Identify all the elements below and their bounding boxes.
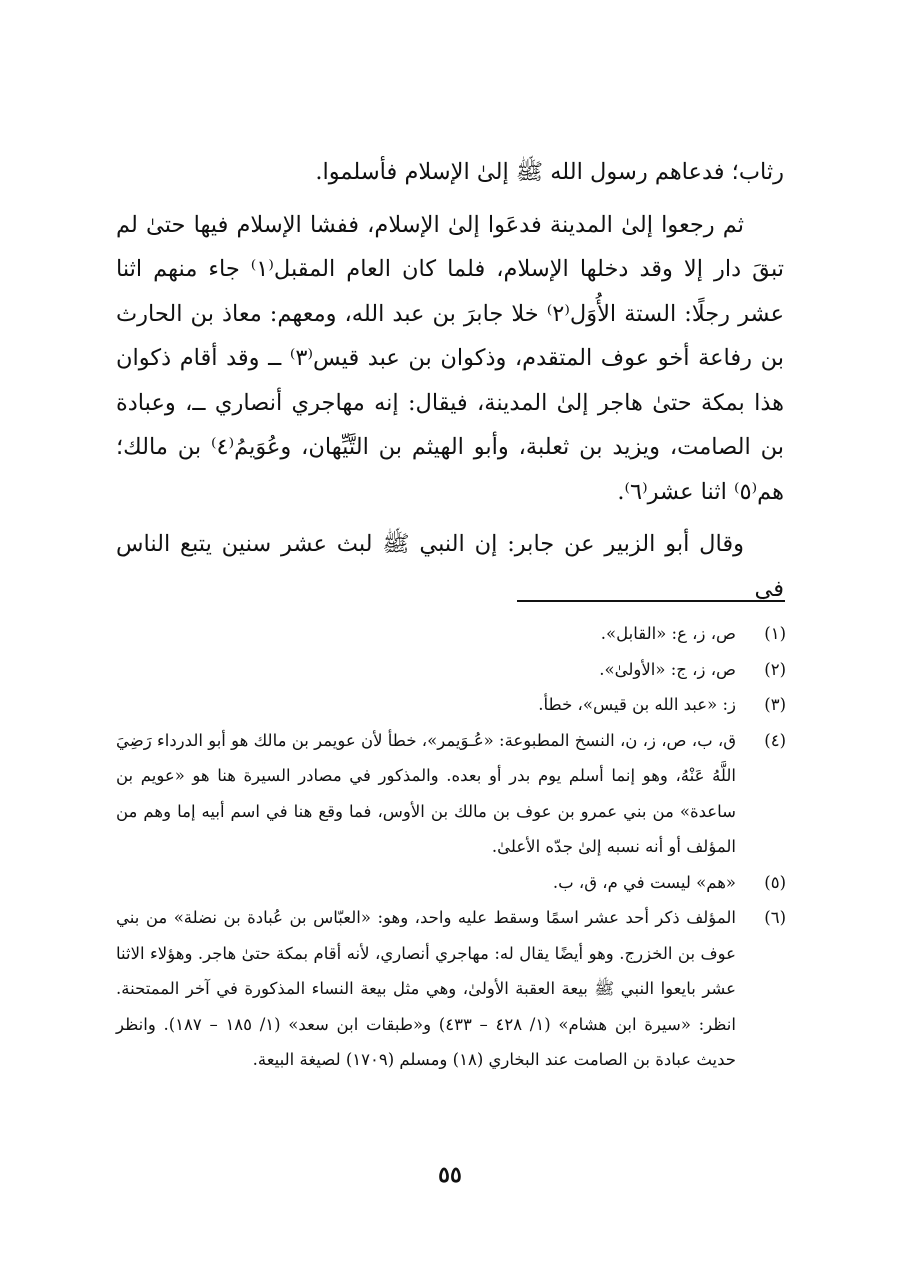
paragraph-1: رثاب؛ فدعاهم رسول الله ﷺ إلىٰ الإسلام فأسلموا. [315, 159, 784, 185]
main-text [116, 150, 784, 611]
footnote-separator [517, 600, 785, 602]
footnotes [116, 616, 786, 1078]
paragraph-3: وقال أبو الزبير عن جابر: إن النبي ﷺ لبث عشر سنين يتبع الناس في [116, 531, 784, 602]
footnote-number: (٤) [764, 730, 786, 750]
footnote-text: ص، ز، ج: «الأولىٰ». [599, 659, 736, 679]
footnote-number: (٣) [764, 695, 786, 714]
footnote-5 [116, 865, 786, 901]
page-number: ٥٥ [438, 1162, 462, 1188]
footnote-6 [116, 900, 786, 1078]
footnote-text: المؤلف ذكر أحد عشر اسمًا وسقط عليه واحد، وهو: «العبّاس بن عُبادة بن نضلة» من بني عوف بن الخزرج. وهو أيضًا يقال له: مهاجري أنصاري، لأنه أقام بمكة حتىٰ هاجر. وهؤلاء الاثنا عشر بايعوا النبي ﷺ بيعة العقبة الأولىٰ، وهي مثل بيعة النساء المذكورة في آخر الممتحنة. انظر: «سيرة ابن هشام» (١/ ٤٢٨ – ٤٣٣) و«طبقات ابن سعد» (١/ ١٨٥ – ١٨٧). وانظر حديث عبادة بن الصامت عند البخاري (١٨) ومسلم (١٧٠٩) لصيغة البيعة. [116, 908, 736, 1069]
footnote-number: (٢) [764, 659, 786, 679]
footnote-text: ص، ز، ع: «القابل». [600, 624, 736, 643]
footnote-number: (٥) [764, 872, 786, 892]
footnote-3 [116, 687, 786, 723]
footnote-4 [116, 723, 786, 865]
footnote-text: ق، ب، ص، ز، ن، النسخ المطبوعة: «عُـوَيمر»، خطأ لأن عويمر بن مالك هو أبو الدرداء رَضِيَ اللَّهُ عَنْهُ، وهو إنما أسلم يوم بدر أو بعده. والمذكور في مصادر السيرة هنا هو «عويم بن ساعدة» من بني عمرو بن عوف بن مالك بن الأوس، فما وقع هنا في اسم أبيه إما وهم من المؤلف أو أنه نسبه إلىٰ جدّه الأعلىٰ. [116, 730, 736, 856]
paragraph-2: ثم رجعوا إلىٰ المدينة فدعَوا إلىٰ الإسلام، ففشا الإسلام فيها حتىٰ لم تبقَ دار إلا وقد دخلها الإسلام، فلما كان العام المقبل⁽١⁾ جاء منهم اثنا عشر رجلًا: الستة الأُوَل⁽٢⁾ خلا جابرَ بن عبد الله، ومعهم: معاذ بن الحارث بن رفاعة أخو عوف المتقدم، وذكوان بن عبد قيس⁽٣⁾ ــ وقد أقام ذكوان هذا بمكة حتىٰ هاجر إلىٰ المدينة، فيقال: إنه مهاجري أنصاري ــ، وعبادة بن الصامت، ويزيد بن ثعلبة، وأبو الهيثم بن التَّيِّهان، وعُوَيمُ⁽٤⁾ بن مالك؛ هم⁽٥⁾ اثنا عشر⁽٦⁾. [116, 211, 785, 505]
footnote-text: ز: «عبد الله بن قيس»، خطأ. [538, 695, 736, 714]
footnote-1 [116, 616, 786, 652]
footnote-2 [116, 652, 786, 688]
footnote-text: «هم» ليست في م، ق، ب. [552, 872, 736, 892]
footnote-number: (١) [764, 624, 786, 643]
footnote-number: (٦) [764, 908, 786, 927]
